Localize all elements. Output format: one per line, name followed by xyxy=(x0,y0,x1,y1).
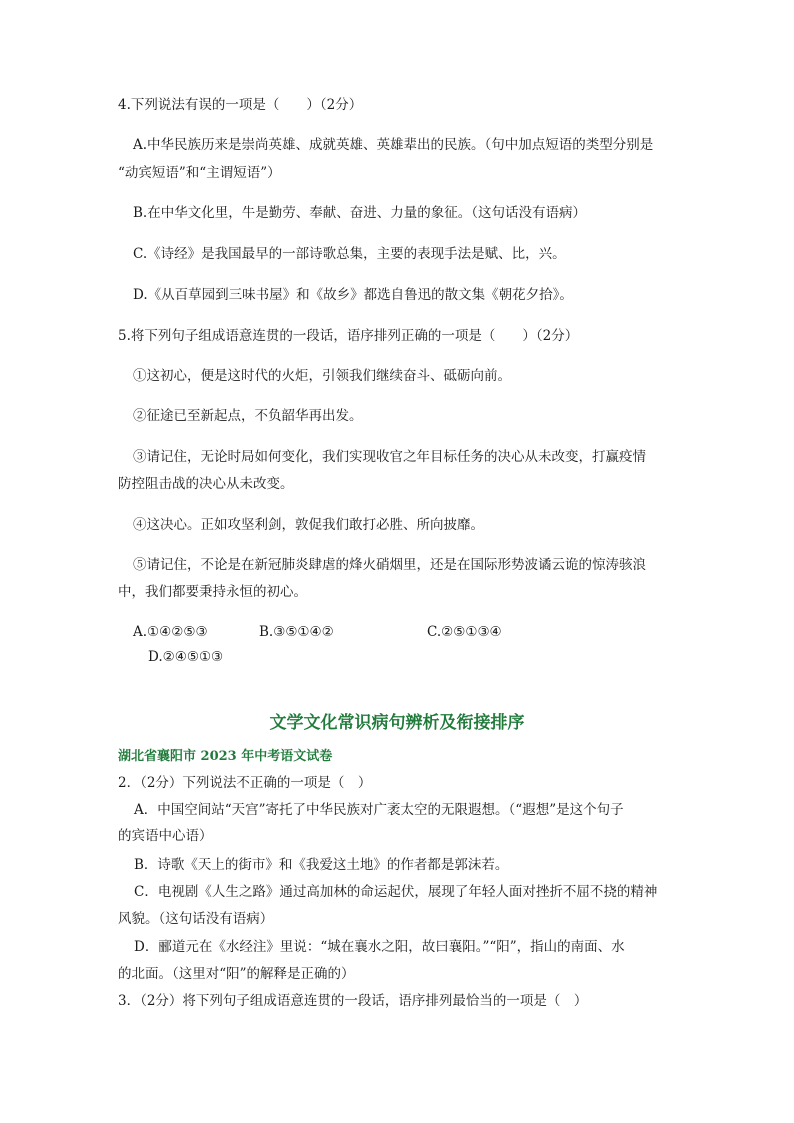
exam-source: 湖北省襄阳市 2023 年中考语文试卷 xyxy=(118,749,333,764)
q5-sentence-3-line2: 防控阻击战的决心从未改变。 xyxy=(118,476,294,492)
q2-option-c-line2: 风貌。（这句话没有语病） xyxy=(118,911,274,927)
q4-option-a-line2: “动宾短语”和“主谓短语”） xyxy=(118,165,281,181)
q4-stem: 4.下列说法有误的一项是（ ）（2分） xyxy=(118,97,363,113)
q3-stem: 3．（2分）将下列句子组成语意连贯的一段话，语序排列最恰当的一项是（ ） xyxy=(118,993,588,1009)
q2-option-d-line1: D．郦道元在《水经注》里说：“城在襄水之阳，故曰襄阳。”“阳”，指山的南面、水 xyxy=(134,939,625,955)
q4-option-b: B.在中华文化里，牛是勤劳、奉献、奋进、力量的象征。（这句话没有语病） xyxy=(133,205,586,221)
q4-option-a-line1: A.中华民族历来是崇尚英雄、成就英雄、英雄辈出的民族。（句中加点短语的类型分别是 xyxy=(133,137,654,153)
q2-option-a-line2: 的宾语中心语） xyxy=(118,828,213,844)
q2-option-a-line1: A．中国空间站“天宫”寄托了中华民族对广袤太空的无限遐想。（“遐想”是这个句子 xyxy=(134,802,624,818)
q5-sentence-1: ①这初心，便是这时代的火炬，引领我们继续奋斗、砥砺向前。 xyxy=(133,368,511,384)
section-heading: 文学文化常识病句辨析及衔接排序 xyxy=(269,713,525,733)
q5-sentence-3-line1: ③请记住，无论时局如何变化，我们实现收官之年目标任务的决心从未改变，打赢疫情 xyxy=(133,449,646,465)
q5-sentence-2: ②征途已至新起点，不负韶华再出发。 xyxy=(133,408,363,424)
q2-option-b: B．诗歌《天上的街市》和《我爱这土地》的作者都是郭沫若。 xyxy=(134,857,509,873)
q5-sentence-5-line2: 中，我们都要秉持永恒的初心。 xyxy=(118,584,307,600)
q5-stem: 5.将下列句子组成语意连贯的一段话，语序排列正确的一项是（ ）（2分） xyxy=(118,328,579,344)
q2-option-d-line2: 的北面。（这里对“阳”的解释是正确的） xyxy=(118,966,355,982)
q5-option-c: C.②⑤①③④ xyxy=(427,624,502,640)
q5-option-a: A.①④②⑤③ xyxy=(133,624,208,640)
q4-option-d: D.《从百草园到三味书屋》和《故乡》都选自鲁迅的散文集《朝花夕拾》。 xyxy=(133,287,573,303)
q5-sentence-5-line1: ⑤请记住，不论是在新冠肺炎肆虐的烽火硝烟里，还是在国际形势波谲云诡的惊涛骇浪 xyxy=(133,557,646,573)
q4-option-c: C.《诗经》是我国最早的一部诗歌总集，主要的表现手法是赋、比，兴。 xyxy=(133,246,566,262)
q5-option-d: D.②④⑤①③ xyxy=(148,649,224,665)
q2-stem: 2．（2分）下列说法不正确的一项是（ ） xyxy=(118,775,372,791)
q5-option-b: B.③⑤①④② xyxy=(259,624,334,640)
q2-option-c-line1: C．电视剧《人生之路》通过高加林的命运起伏，展现了年轻人面对挫折不屈不挠的精神 xyxy=(134,884,658,900)
q5-sentence-4: ④这决心。正如攻坚利剑，敦促我们敢打必胜、所向披靡。 xyxy=(133,517,484,533)
